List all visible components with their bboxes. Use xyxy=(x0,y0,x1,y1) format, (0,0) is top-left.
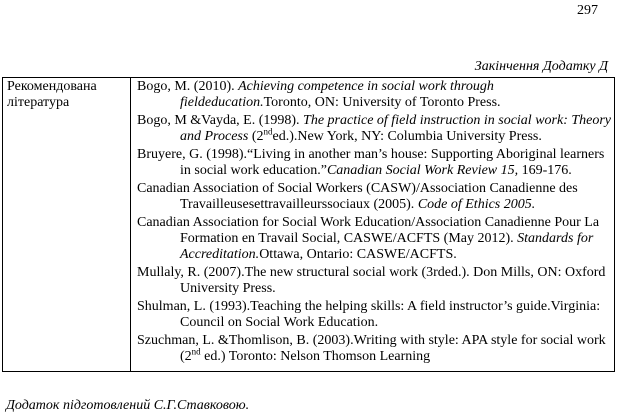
reference-item: Szuchman, L. &Thomlison, B. (2003).Writing with style: APA style for social work (2nd ed.) Toronto: Nelson Thomson Learning xyxy=(137,333,606,364)
continuation-caption: Закінчення Додатку Д xyxy=(474,59,608,74)
reference-item: Canadian Association of Social Workers (CASW)/Association Canadienne des Travailleusesettravailleurssociaux (2005). Code of Ethics 2005. xyxy=(137,181,578,212)
reference-item: Shulman, L. (1993).Teaching the helping skills: A field instructor’s guide.Virginia: Council on Social Work Education. xyxy=(137,299,601,330)
reference-item: Canadian Association for Social Work Education/Association Canadienne Pour La Formation en Travail Social, CASWE/ACFTS (May 2012). Standards for Accreditation.Ottawa, Ontario: CASWE/ACFTS. xyxy=(137,215,600,262)
reference-item: Bogo, M &Vayda, E. (1998). The practice of field instruction in social work: Theory and Process (2nded.).New York, NY: Columbia University Press. xyxy=(137,113,612,144)
reference-item: Bogo, M. (2010). Achieving competence in social work through fieldeducation.Toronto, ON: University of Toronto Press. xyxy=(137,79,501,110)
section-label: Рекомендована література xyxy=(3,78,131,372)
footer-note: Додаток підготовлений С.Г.Ставковою. xyxy=(6,398,250,413)
page-number: 297 xyxy=(577,3,598,18)
bibliography-table xyxy=(2,77,615,372)
reference-item: Mullaly, R. (2007).The new structural social work (3rded.). Don Mills, ON: Oxford University Press. xyxy=(137,265,606,296)
reference-item: Bruyere, G. (1998).“Living in another man’s house: Supporting Aboriginal learners in social work education.”Canadian Social Work Review 15, 169-176. xyxy=(137,147,605,178)
table-row xyxy=(3,78,615,372)
references-cell xyxy=(131,78,615,372)
